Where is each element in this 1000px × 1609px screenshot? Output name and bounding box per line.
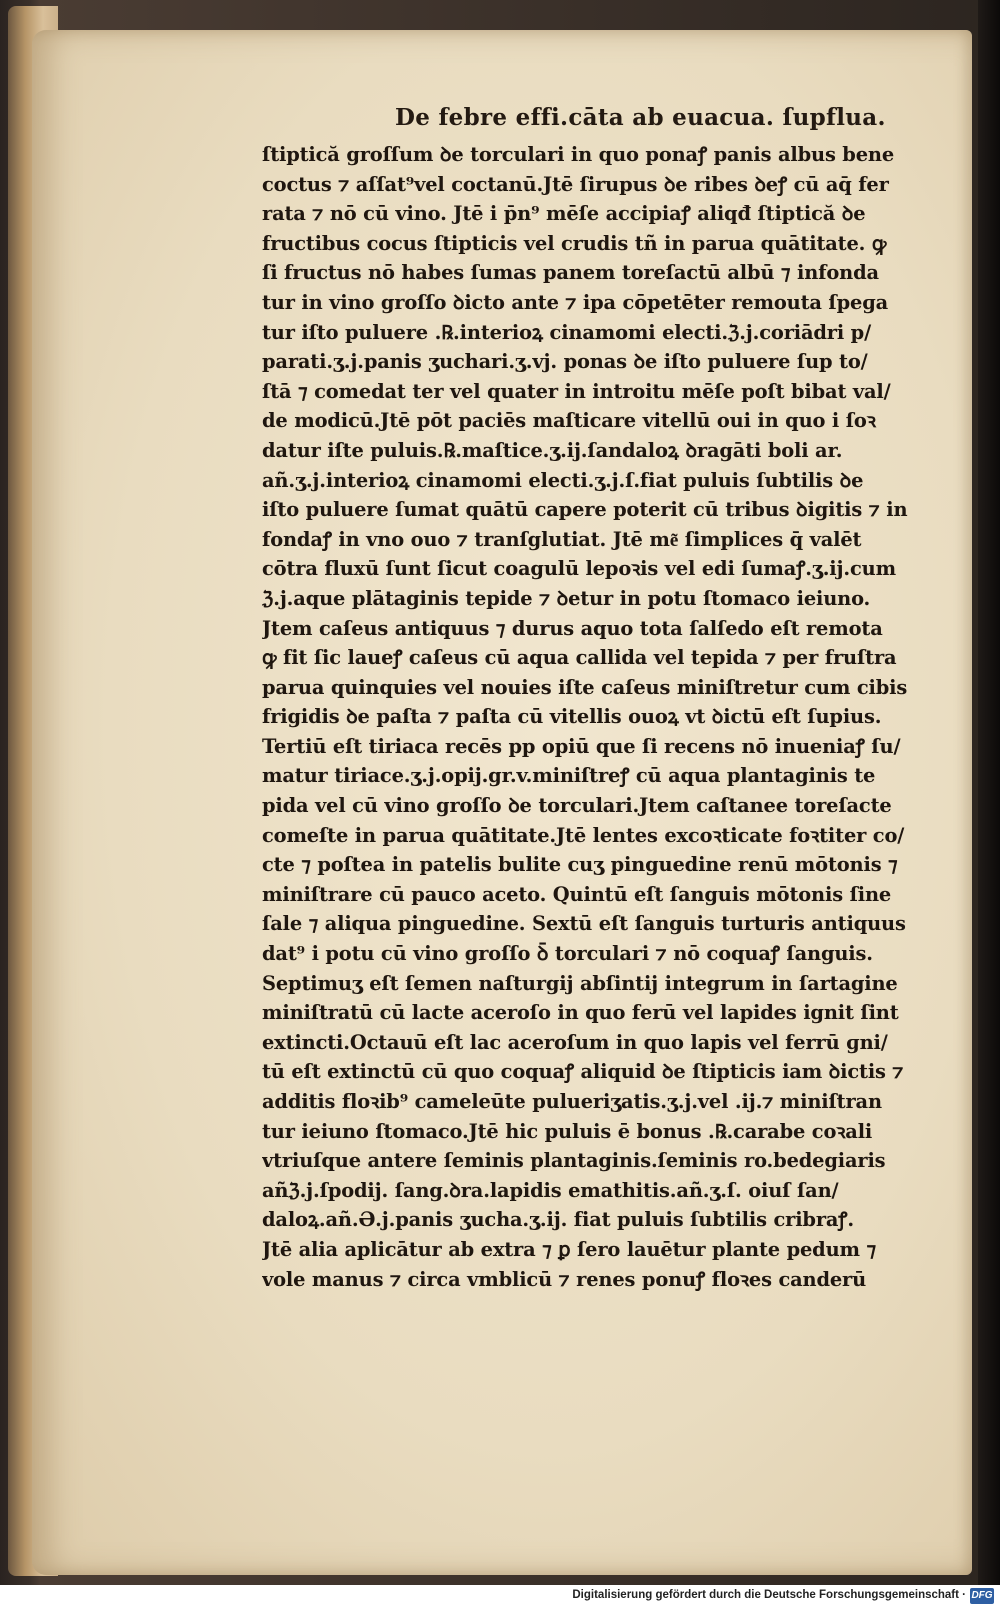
- text-line: ſtiptică groſſum ꝺe torculari in quo ponaꝭ panis albus bene: [262, 143, 895, 166]
- text-line: coctus ⁊ aſſat⁹vel coctanū.Jtē ſirupus ꝺe ribes ꝺeꝭ cū aq̄ fer: [262, 172, 889, 196]
- text-line: pida vel cū vino groſſo ꝺe torculari.Jtem caſtanee toreſacte: [262, 794, 892, 818]
- text-line: Jtē alia aplicātur ab extra ⁊ ꝑ ſero lauētur plante pedum ⁊: [262, 1237, 876, 1261]
- text-line: daloꝝ.añ.Ə.j.panis ʒucha.ʒ.ij. fiat puluis ſubtilis cribraꝭ.: [262, 1208, 854, 1232]
- text-line: fondaꝭ in vno ouo ⁊ tranſglutiat. Jtē me͂ ſimplices q̄ valēt: [262, 527, 862, 551]
- text-line: additis floꝛib⁹ cameleūte pulueriʒatis.ʒ.j.vel .ij.⁊ miniſtran: [262, 1090, 882, 1113]
- text-line: Septimuʒ eſt ſemen naſturgij abſintij integrum in ſartagine: [262, 971, 898, 995]
- text-line: frigidis ꝺe paſta ⁊ paſta cū vitellis ouoꝝ vt ꝺictū eſt ſupius.: [262, 705, 882, 729]
- text-line: vole manus ⁊ circa vmblicū ⁊ renes ponuꝭ floꝛes canderū: [262, 1267, 867, 1291]
- text-line: tur iſto puluere .℞.interioꝝ cinamomi electi.ℨ.j.coriādri p/: [262, 320, 872, 344]
- text-line: ꝙ fit ſic laueꝭ caſeus cū aqua callida vel tepida ⁊ per fruſtra: [262, 646, 897, 670]
- text-line: datur iſte puluis.℞.maſtice.ʒ.ij.ſandaloꝝ ꝺragāti boli ar.: [262, 438, 843, 462]
- funding-credit: Digitalisierung gefördert durch die Deutsche Forschungsgemeinschaft ·: [572, 1589, 966, 1601]
- text-line: fructibus cocus ſtipticis vel crudis tñ in parua quātitate. ꝙ: [262, 231, 887, 255]
- text-line: dat⁹ i potu cū vino groſſo ꝺ̄ torculari ⁊ nō coquaꝭ ſanguis.: [262, 942, 873, 966]
- text-line: ſtā ⁊ comedat ter vel quater in introitu mēſe poſt bibat val/: [262, 379, 891, 403]
- text-line: añ.ʒ.j.interioꝝ cinamomi electi.ʒ.j.ſ.fiat puluis ſubtilis ꝺe: [262, 468, 864, 492]
- text-line: iſto puluere ſumat quātū capere poterit cū tribus ꝺigitis ⁊ in: [262, 498, 908, 522]
- text-line: comeſte in parua quātitate.Jtē lentes excoꝛticate foꝛtiter co/: [262, 823, 905, 847]
- text-line: cte ⁊ poſtea in patelis bulite cuʒ pinguedine renū mōtonis ⁊: [262, 853, 898, 877]
- binding-shadow: [978, 0, 1000, 1585]
- text-line: extincti.Octauū eſt lac aceroſum in quo lapis vel ferrū ɡni/: [262, 1030, 888, 1054]
- text-line: tū eſt extinctū cū quo coquaꝭ aliquid ꝺe ſtipticis iam ꝺictis ⁊: [262, 1060, 904, 1084]
- text-line: ſale ⁊ aliqua pinguedine. Sextū eſt ſanguis turturis antiquus: [262, 912, 906, 936]
- body-text: [262, 140, 962, 1294]
- text-line: cōtra fluxū ſunt ſicut coagulū lepoꝛis vel edi ſumaꝭ.ʒ.ij.cum: [262, 557, 896, 581]
- text-line: ℨ.j.aque plātaginis tepide ⁊ ꝺetur in potu ſtomaco ieiuno.: [262, 586, 871, 610]
- text-line: parati.ʒ.j.panis ʒuchari.ʒ.vj. ponas ꝺe iſto puluere ſup to/: [262, 350, 868, 374]
- text-line: ſi fructus nō habes ſumas panem toreſactū albū ⁊ infonda: [262, 261, 879, 285]
- text-line: Jtem caſeus antiquus ⁊ durus aquo tota ſalſedo eſt remota: [262, 616, 883, 640]
- text-line: añℨ.j.ſpodij. ſang.ꝺra.lapidis emathitis.añ.ʒ.ſ. oiuſ ſan/: [262, 1178, 839, 1202]
- text-line: miniſtrare cū pauco aceto. Quintū eſt ſanguis mōtonis ſine: [262, 882, 892, 906]
- text-line: matur tiriace.ʒ.j.opij.gr.v.miniſtreꝭ cū aqua plantaginis te: [262, 764, 876, 788]
- text-line: rata ⁊ nō cū vino. Jtē i p̄n⁹ mēſe accipiaꝭ aliqđ ſtiptică ꝺe: [262, 202, 866, 226]
- text-line: vtriuſque antere ſeminis plantaginis.ſeminis ro.bedegiaris: [262, 1149, 886, 1173]
- text-line: de modicū.Jtē pōt paciēs maſticare vitellū oui in quo i ſoꝛ: [262, 409, 876, 433]
- text-line: tur ieiuno ſtomaco.Jtē hic puluis ē bonus .℞.carabe coꝛali: [262, 1119, 873, 1143]
- running-header: De febre effi.cāta ab euacua. ſupflua.: [395, 104, 886, 131]
- text-line: tur in vino groſſo ꝺicto ante ⁊ ipa cōpetēter remouta ſpeɡa: [262, 290, 889, 314]
- text-line: miniſtratū cū lacte aceroſo in quo ferū vel lapides ignit ſint: [262, 1001, 899, 1025]
- dfg-logo-icon: DFG: [970, 1588, 994, 1604]
- text-line: Tertiū eſt tiriaca recēs pp opiū que ſi recens nō inueniaꝭ ſu/: [262, 734, 901, 758]
- text-line: parua quinquies vel nouies iſte caſeus miniſtretur cum cibis: [262, 675, 908, 699]
